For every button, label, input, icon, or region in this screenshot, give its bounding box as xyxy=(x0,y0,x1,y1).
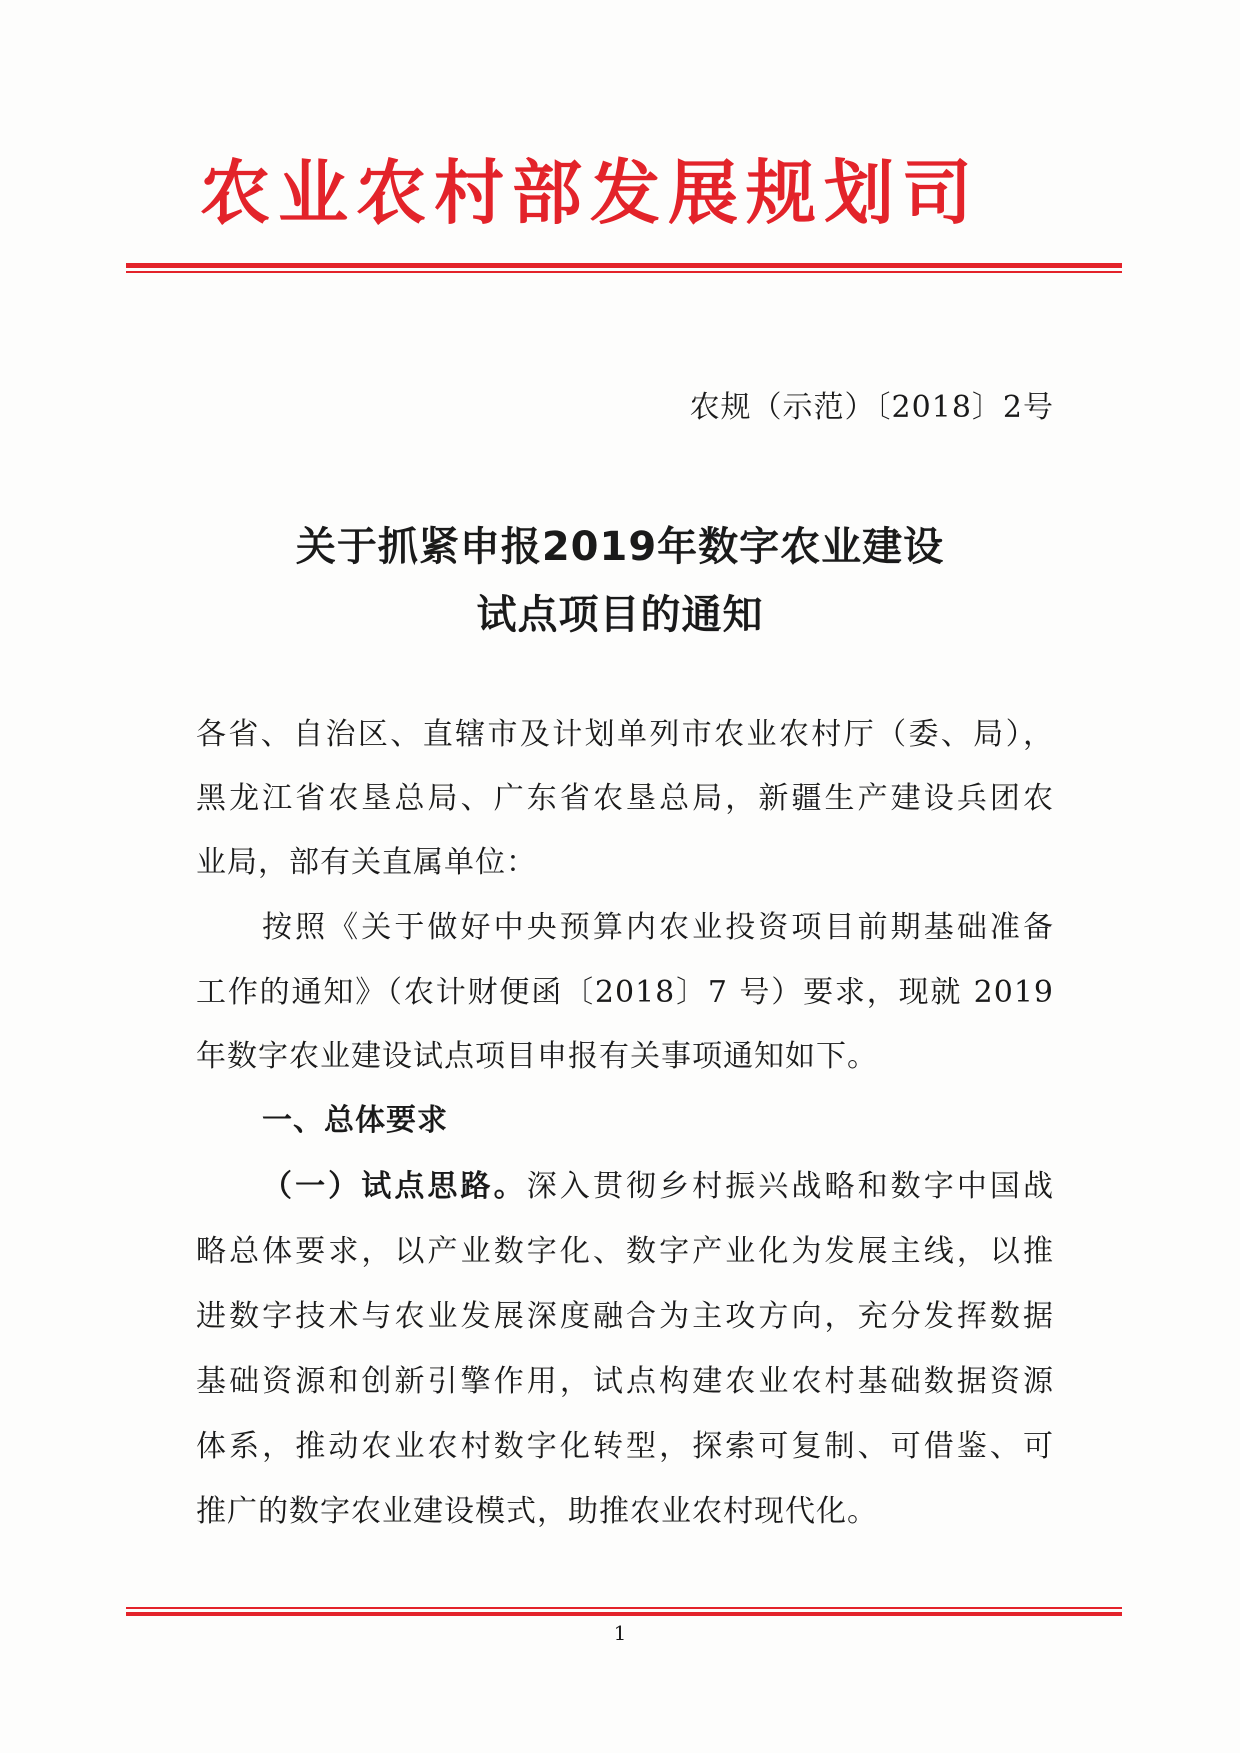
notice-title-line-2: 试点项目的通知 xyxy=(476,592,764,638)
section-heading-general-requirements: 一、总体要求 xyxy=(262,1103,448,1138)
subsection-line-4: 基础资源和创新引擎作用，试点构建农业农村基础数据资源 xyxy=(196,1364,1054,1399)
header-red-rule-thin xyxy=(126,271,1122,273)
addressee-line-1: 各省、自治区、直辖市及计划单列市农业农村厅（委、局）， xyxy=(196,717,1054,752)
subsection-line-6: 推广的数字农业建设模式，助推农业农村现代化。 xyxy=(196,1494,878,1529)
subsection-line-2: 略总体要求，以产业数字化、数字产业化为发展主线，以推 xyxy=(196,1234,1054,1269)
document-number: 农规（示范）〔2018〕2号 xyxy=(689,390,1054,425)
intro-line-1: 按照《关于做好中央预算内农业投资项目前期基础准备 xyxy=(262,910,1054,945)
issuing-organization-header: 农业农村部发展规划司 xyxy=(200,151,980,234)
addressee-line-2: 黑龙江省农垦总局、广东省农垦总局，新疆生产建设兵团农 xyxy=(196,781,1054,816)
header-red-rule-thick xyxy=(126,263,1122,268)
addressee-line-3: 业局，部有关直属单位： xyxy=(196,845,537,880)
subsection-line-5: 体系，推动农业农村数字化转型，探索可复制、可借鉴、可 xyxy=(196,1429,1054,1464)
intro-line-2: 工作的通知》（农计财便函〔2018〕7 号）要求，现就 2019 xyxy=(196,975,1054,1010)
subsection-lead: （一）试点思路。 xyxy=(262,1169,527,1204)
subsection-first-line-text: 深入贯彻乡村振兴战略和数字中国战 xyxy=(526,1169,1055,1204)
footer-red-rule-thin xyxy=(126,1607,1122,1609)
subsection-line-3: 进数字技术与农业发展深度融合为主攻方向，充分发挥数据 xyxy=(196,1299,1054,1334)
notice-title-line-1: 关于抓紧申报2019年数字农业建设 xyxy=(295,524,945,570)
page-number: 1 xyxy=(613,1621,627,1645)
footer-red-rule-thick xyxy=(126,1612,1122,1616)
intro-line-3: 年数字农业建设试点项目申报有关事项通知如下。 xyxy=(196,1039,878,1074)
subsection-first-line xyxy=(262,1169,1055,1204)
